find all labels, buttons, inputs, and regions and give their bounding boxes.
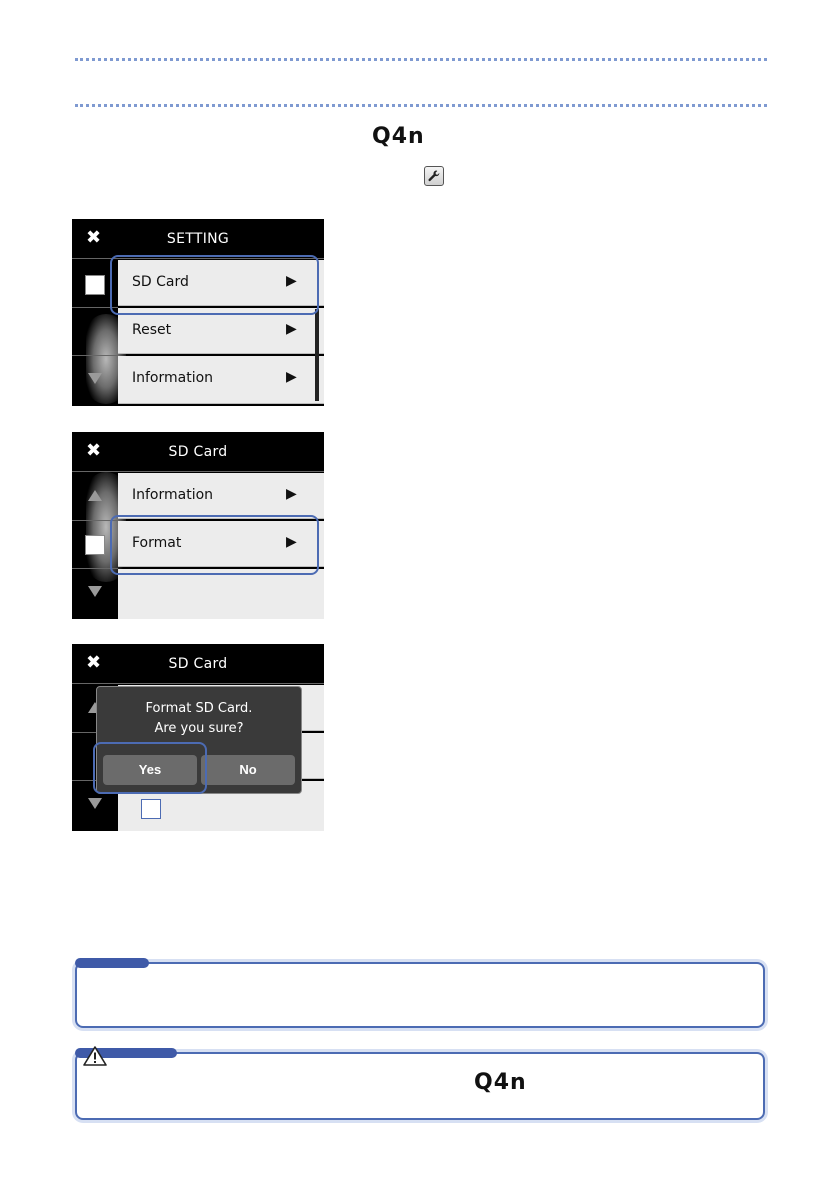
highlight-sd-card (110, 255, 319, 315)
play-arrow-icon: ▶ (286, 369, 297, 385)
left-divider (72, 355, 118, 356)
screen-header (72, 219, 324, 257)
q4n-logo: Q4n (474, 1070, 527, 1095)
scroll-down-icon[interactable] (88, 798, 102, 809)
wrench-icon (424, 166, 444, 186)
scroll-down-icon[interactable] (88, 586, 102, 597)
screen-title: SETTING (166, 231, 230, 247)
play-arrow-icon: ▶ (286, 273, 297, 289)
header-divider (72, 683, 324, 684)
menu-item-label: Information (132, 487, 214, 503)
selection-checkbox[interactable] (85, 275, 105, 295)
highlight-yes (93, 742, 207, 794)
close-icon[interactable]: ✖ (86, 652, 102, 673)
screen-header (72, 644, 324, 682)
screen-title: SD Card (168, 444, 228, 460)
scroll-down-icon[interactable] (88, 373, 102, 384)
play-arrow-icon: ▶ (286, 534, 297, 550)
no-button[interactable]: No (201, 755, 295, 785)
scrollbar[interactable] (315, 309, 319, 401)
dialog-message: Format SD Card. (145, 701, 253, 716)
selection-checkbox[interactable] (141, 799, 161, 819)
menu-item-information[interactable] (118, 473, 324, 519)
heading-dotted-rule (75, 104, 767, 107)
play-arrow-icon: ▶ (286, 321, 297, 337)
close-icon[interactable]: ✖ (86, 440, 102, 461)
menu-item-label: SD Card (132, 274, 189, 290)
dialog-question: Are you sure? (154, 721, 244, 736)
note-tab (75, 958, 149, 968)
q4n-logo: Q4n (372, 124, 425, 149)
screen-title: SD Card (168, 656, 228, 672)
menu-item-label: Reset (132, 322, 172, 338)
format-confirm-screen (72, 644, 324, 831)
caution-box (75, 1052, 765, 1120)
scroll-up-icon[interactable] (88, 490, 102, 501)
menu-item-empty (118, 569, 324, 619)
play-arrow-icon: ▶ (286, 486, 297, 502)
selection-checkbox[interactable] (85, 535, 105, 555)
note-box (75, 962, 765, 1028)
top-dotted-rule (75, 58, 767, 61)
menu-item-label: Information (132, 370, 214, 386)
menu-item-label: Format (132, 535, 182, 551)
warning-icon (83, 1046, 107, 1066)
screen-header (72, 432, 324, 470)
highlight-format (110, 515, 319, 575)
close-icon[interactable]: ✖ (86, 227, 102, 248)
yes-button[interactable]: Yes (103, 755, 197, 785)
menu-item-information[interactable] (118, 356, 324, 404)
